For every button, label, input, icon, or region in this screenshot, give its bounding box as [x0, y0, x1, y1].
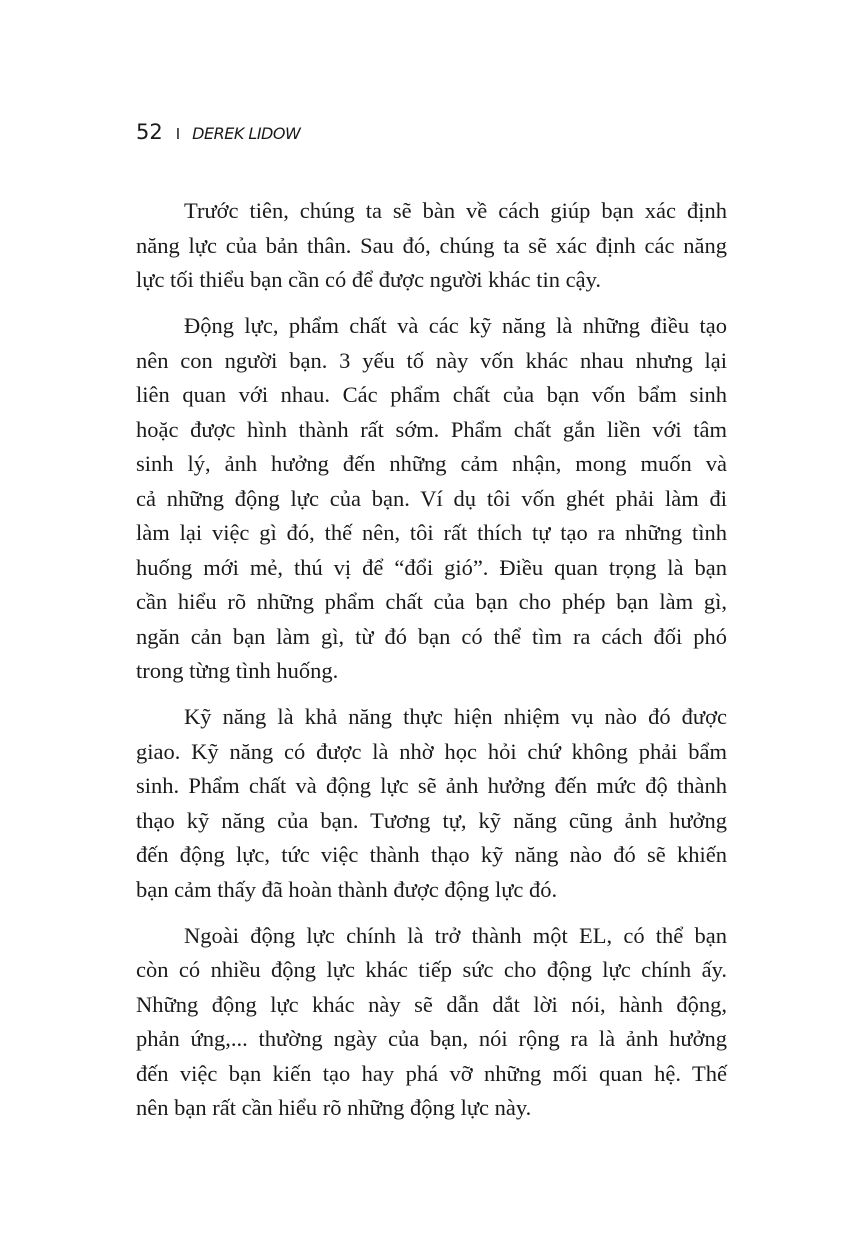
paragraph	[136, 194, 727, 298]
text-line: làm lại việc gì đó, thế nên, tôi rất thích tự tạo ra những tình	[136, 520, 727, 545]
paragraph	[136, 919, 727, 1126]
text-line: sinh lý, ảnh hưởng đến những cảm nhận, mong muốn và	[136, 451, 727, 476]
text-line: đến việc bạn kiến tạo hay phá vỡ những mối quan hệ. Thế	[136, 1060, 727, 1086]
text-line: huống mới mẻ, thú vị để “đổi gió”. Điều quan trọng là bạn	[136, 554, 727, 580]
text-line: còn có nhiều động lực khác tiếp sức cho động lực chính ấy.	[136, 957, 727, 982]
text-line: thạo kỹ năng của bạn. Tương tự, kỹ năng cũng ảnh hưởng	[136, 807, 727, 833]
text-line: cần hiểu rõ những phẩm chất của bạn cho phép bạn làm gì,	[136, 589, 727, 614]
text-line: phản ứng,... thường ngày của bạn, nói rộng ra là ảnh hưởng	[136, 1026, 727, 1051]
text-line: Ngoài động lực chính là trở thành một EL, có thể bạn	[184, 922, 727, 948]
text-line: Trước tiên, chúng ta sẽ bàn về cách giúp bạn xác định	[184, 198, 727, 223]
page-body	[136, 194, 727, 1137]
author-name: DEREK LIDOW	[192, 124, 301, 143]
text-line: trong từng tình huống.	[136, 658, 339, 683]
text-line: Những động lực khác này sẽ dẫn dắt lời nói, hành động,	[136, 991, 727, 1017]
header-separator: I	[175, 125, 181, 143]
text-line: nên bạn rất cần hiểu rõ những động lực này.	[136, 1095, 532, 1120]
text-line: cả những động lực của bạn. Ví dụ tôi vốn ghét phải làm đi	[136, 485, 727, 511]
paragraph	[136, 700, 727, 907]
page-number: 52	[136, 120, 163, 144]
text-line: bạn cảm thấy đã hoàn thành được động lực đó.	[136, 876, 558, 902]
text-line: hoặc được hình thành rất sớm. Phẩm chất gắn liền với tâm	[136, 416, 727, 442]
text-line: Động lực, phẩm chất và các kỹ năng là những điều tạo	[184, 313, 727, 338]
paragraph	[136, 309, 727, 689]
text-line: đến động lực, tức việc thành thạo kỹ năng nào đó sẽ khiến	[136, 842, 727, 867]
text-line: giao. Kỹ năng có được là nhờ học hỏi chứ không phải bẩm	[136, 738, 727, 764]
text-line: ngăn cản bạn làm gì, từ đó bạn có thể tìm ra cách đối phó	[136, 623, 727, 649]
text-line: liên quan với nhau. Các phẩm chất của bạn vốn bẩm sinh	[136, 382, 727, 407]
text-line: Kỹ năng là khả năng thực hiện nhiệm vụ nào đó được	[184, 704, 727, 729]
text-line: nên con người bạn. 3 yếu tố này vốn khác nhau nhưng lại	[136, 347, 727, 373]
running-header	[136, 120, 300, 144]
text-line: lực tối thiểu bạn cần có để được người khác tin cậy.	[136, 267, 602, 292]
text-line: sinh. Phẩm chất và động lực sẽ ảnh hưởng đến mức độ thành	[136, 773, 727, 798]
text-line: năng lực của bản thân. Sau đó, chúng ta sẽ xác định các năng	[136, 232, 727, 258]
